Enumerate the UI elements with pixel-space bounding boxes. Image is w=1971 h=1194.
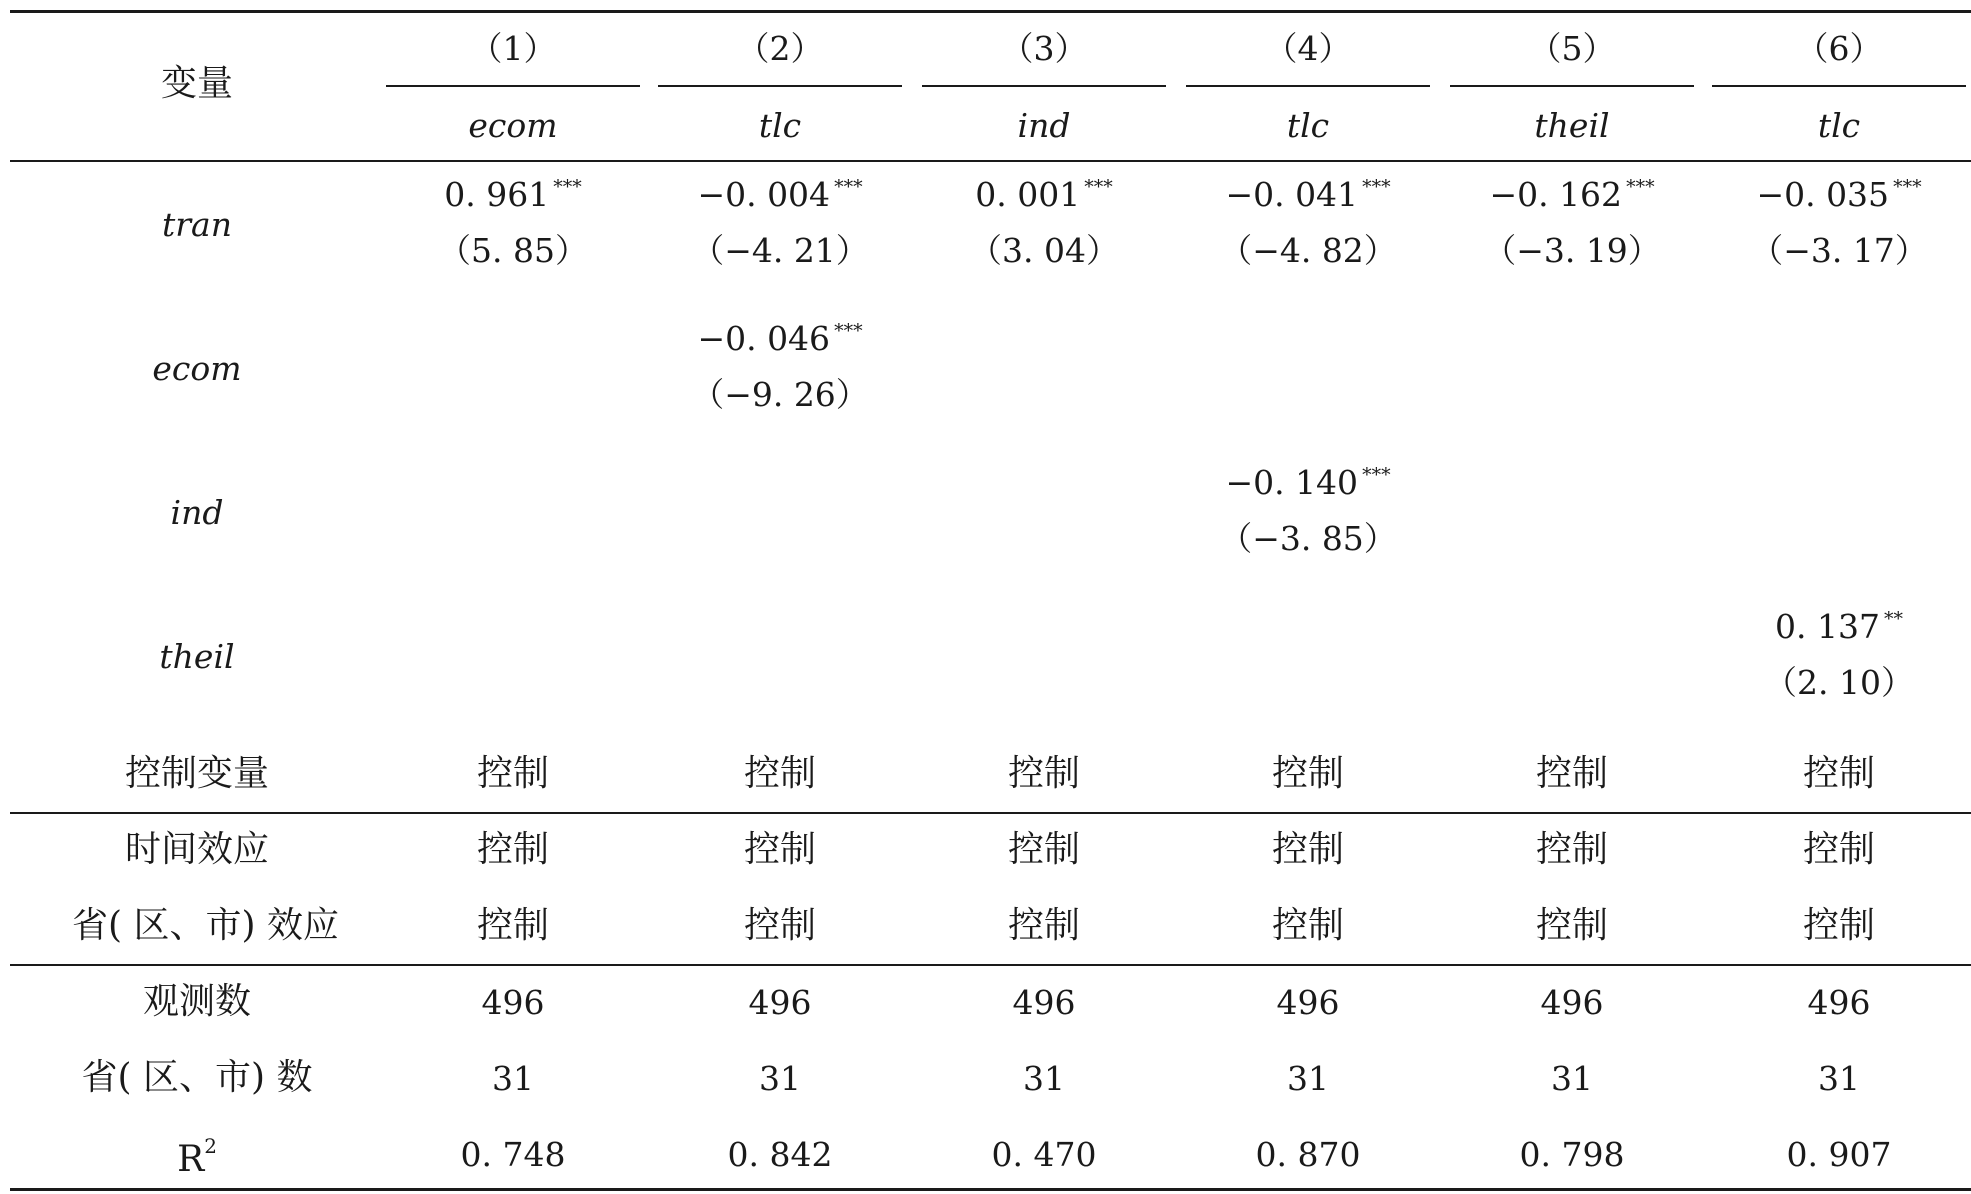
col-underline-3	[922, 85, 1166, 87]
col-number: （6）	[1795, 29, 1883, 68]
row-label-text: 控制变量	[124, 753, 269, 794]
col-number: （2）	[736, 29, 824, 68]
coefficient-cell	[1712, 607, 1966, 646]
control-indicator: 控制	[1802, 905, 1875, 946]
statistic-value: 31	[759, 1059, 801, 1098]
control-indicator: 控制	[743, 829, 816, 870]
row-variable-name: tran	[162, 205, 232, 244]
control-indicator: 控制	[1007, 905, 1080, 946]
row-label-text: 省( 区、市) 效应	[72, 905, 339, 946]
row-label-text: 省( 区、市) 数	[81, 1057, 313, 1098]
significance-stars: ***	[834, 176, 863, 198]
statistic-value: 0. 907	[1786, 1135, 1892, 1174]
significance-stars: ***	[1084, 176, 1113, 198]
row-variable-name: ecom	[152, 349, 242, 388]
col-number: （1）	[469, 29, 557, 68]
bottom-rule	[10, 1188, 1971, 1191]
coefficient-value: −0. 140	[1225, 463, 1359, 502]
statistic-value: 31	[1818, 1059, 1860, 1098]
row-variable-name: ind	[170, 493, 224, 532]
control-indicator: 控制	[476, 829, 549, 870]
dep-var-label: tlc	[1286, 106, 1330, 145]
significance-stars: ***	[834, 320, 863, 342]
coefficient-cell	[1186, 175, 1430, 214]
control-indicator: 控制	[476, 905, 549, 946]
coefficient-cell	[386, 175, 640, 214]
row-label	[72, 1136, 322, 1178]
control-indicator: 控制	[1271, 905, 1344, 946]
statistic-value: 496	[1276, 983, 1340, 1022]
row-label	[72, 753, 322, 794]
control-indicator: 控制	[743, 753, 816, 794]
dep-var-label: ind	[1017, 106, 1071, 145]
statistic-value: 496	[748, 983, 812, 1022]
statistic-value: 0. 842	[727, 1135, 833, 1174]
t-statistic: （−4. 21）	[691, 231, 869, 270]
row-label-superscript: 2	[204, 1134, 217, 1158]
statistic-value: 31	[1287, 1059, 1329, 1098]
stats-rule	[10, 964, 1971, 966]
control-indicator: 控制	[476, 753, 549, 794]
t-statistic: （5. 85）	[438, 231, 588, 270]
row-label	[72, 905, 339, 946]
col-underline-6	[1712, 85, 1966, 87]
coefficient-cell	[1450, 175, 1694, 214]
coefficient-value: −0. 162	[1489, 175, 1623, 214]
t-statistic: （2. 10）	[1764, 663, 1914, 702]
control-indicator: 控制	[1535, 905, 1608, 946]
top-rule	[10, 10, 1971, 13]
dep-var-label: theil	[1534, 106, 1610, 145]
row-label-text: R	[177, 1139, 205, 1180]
statistic-value: 31	[492, 1059, 534, 1098]
statistic-value: 496	[1012, 983, 1076, 1022]
coefficient-value: −0. 004	[697, 175, 831, 214]
control-indicator: 控制	[1802, 829, 1875, 870]
significance-stars: ***	[553, 176, 582, 198]
statistic-value: 0. 870	[1255, 1135, 1361, 1174]
col-number: （5）	[1528, 29, 1616, 68]
controls-rule	[10, 812, 1971, 814]
significance-stars: ***	[1893, 176, 1922, 198]
row-label	[72, 981, 322, 1022]
col-number: （4）	[1264, 29, 1352, 68]
coefficient-value: −0. 041	[1225, 175, 1359, 214]
control-indicator: 控制	[1007, 829, 1080, 870]
statistic-value: 496	[481, 983, 545, 1022]
header-rule	[10, 160, 1971, 162]
variable-header: 变量	[160, 63, 233, 104]
coefficient-cell	[1712, 175, 1966, 214]
control-indicator: 控制	[1802, 753, 1875, 794]
t-statistic: （−3. 17）	[1750, 231, 1928, 270]
coefficient-value: 0. 137	[1775, 607, 1880, 646]
coefficient-cell	[1186, 463, 1430, 502]
row-variable-name: theil	[159, 637, 235, 676]
t-statistic: （3. 04）	[969, 231, 1119, 270]
t-statistic: （−3. 19）	[1483, 231, 1661, 270]
col-underline-4	[1186, 85, 1430, 87]
control-indicator: 控制	[1535, 753, 1608, 794]
row-label-text: 时间效应	[124, 829, 269, 870]
statistic-value: 0. 798	[1519, 1135, 1625, 1174]
significance-stars: ***	[1626, 176, 1655, 198]
col-underline-1	[386, 85, 640, 87]
row-label	[72, 1057, 322, 1098]
significance-stars: ***	[1362, 464, 1391, 486]
col-underline-2	[658, 85, 902, 87]
coefficient-value: 0. 001	[975, 175, 1081, 214]
coefficient-value: −0. 035	[1756, 175, 1890, 214]
coefficient-cell	[922, 175, 1166, 214]
control-indicator: 控制	[1007, 753, 1080, 794]
coefficient-value: −0. 046	[697, 319, 831, 358]
control-indicator: 控制	[1535, 829, 1608, 870]
col-number: （3）	[1000, 29, 1088, 68]
statistic-value: 31	[1551, 1059, 1593, 1098]
dep-var-label: tlc	[1817, 106, 1861, 145]
statistic-value: 496	[1540, 983, 1604, 1022]
row-label-text: 观测数	[142, 981, 251, 1022]
statistic-value: 0. 470	[991, 1135, 1097, 1174]
dep-var-label: ecom	[468, 106, 558, 145]
coefficient-cell	[658, 319, 902, 358]
control-indicator: 控制	[743, 905, 816, 946]
significance-stars: **	[1883, 608, 1903, 630]
t-statistic: （−9. 26）	[691, 375, 869, 414]
statistic-value: 496	[1807, 983, 1871, 1022]
t-statistic: （−4. 82）	[1219, 231, 1397, 270]
coefficient-value: 0. 961	[444, 175, 550, 214]
dep-var-label: tlc	[758, 106, 802, 145]
significance-stars: ***	[1362, 176, 1391, 198]
statistic-value: 0. 748	[460, 1135, 566, 1174]
coefficient-cell	[658, 175, 902, 214]
control-indicator: 控制	[1271, 753, 1344, 794]
col-underline-5	[1450, 85, 1694, 87]
statistic-value: 31	[1023, 1059, 1065, 1098]
t-statistic: （−3. 85）	[1219, 519, 1397, 558]
row-label	[72, 829, 322, 870]
control-indicator: 控制	[1271, 829, 1344, 870]
